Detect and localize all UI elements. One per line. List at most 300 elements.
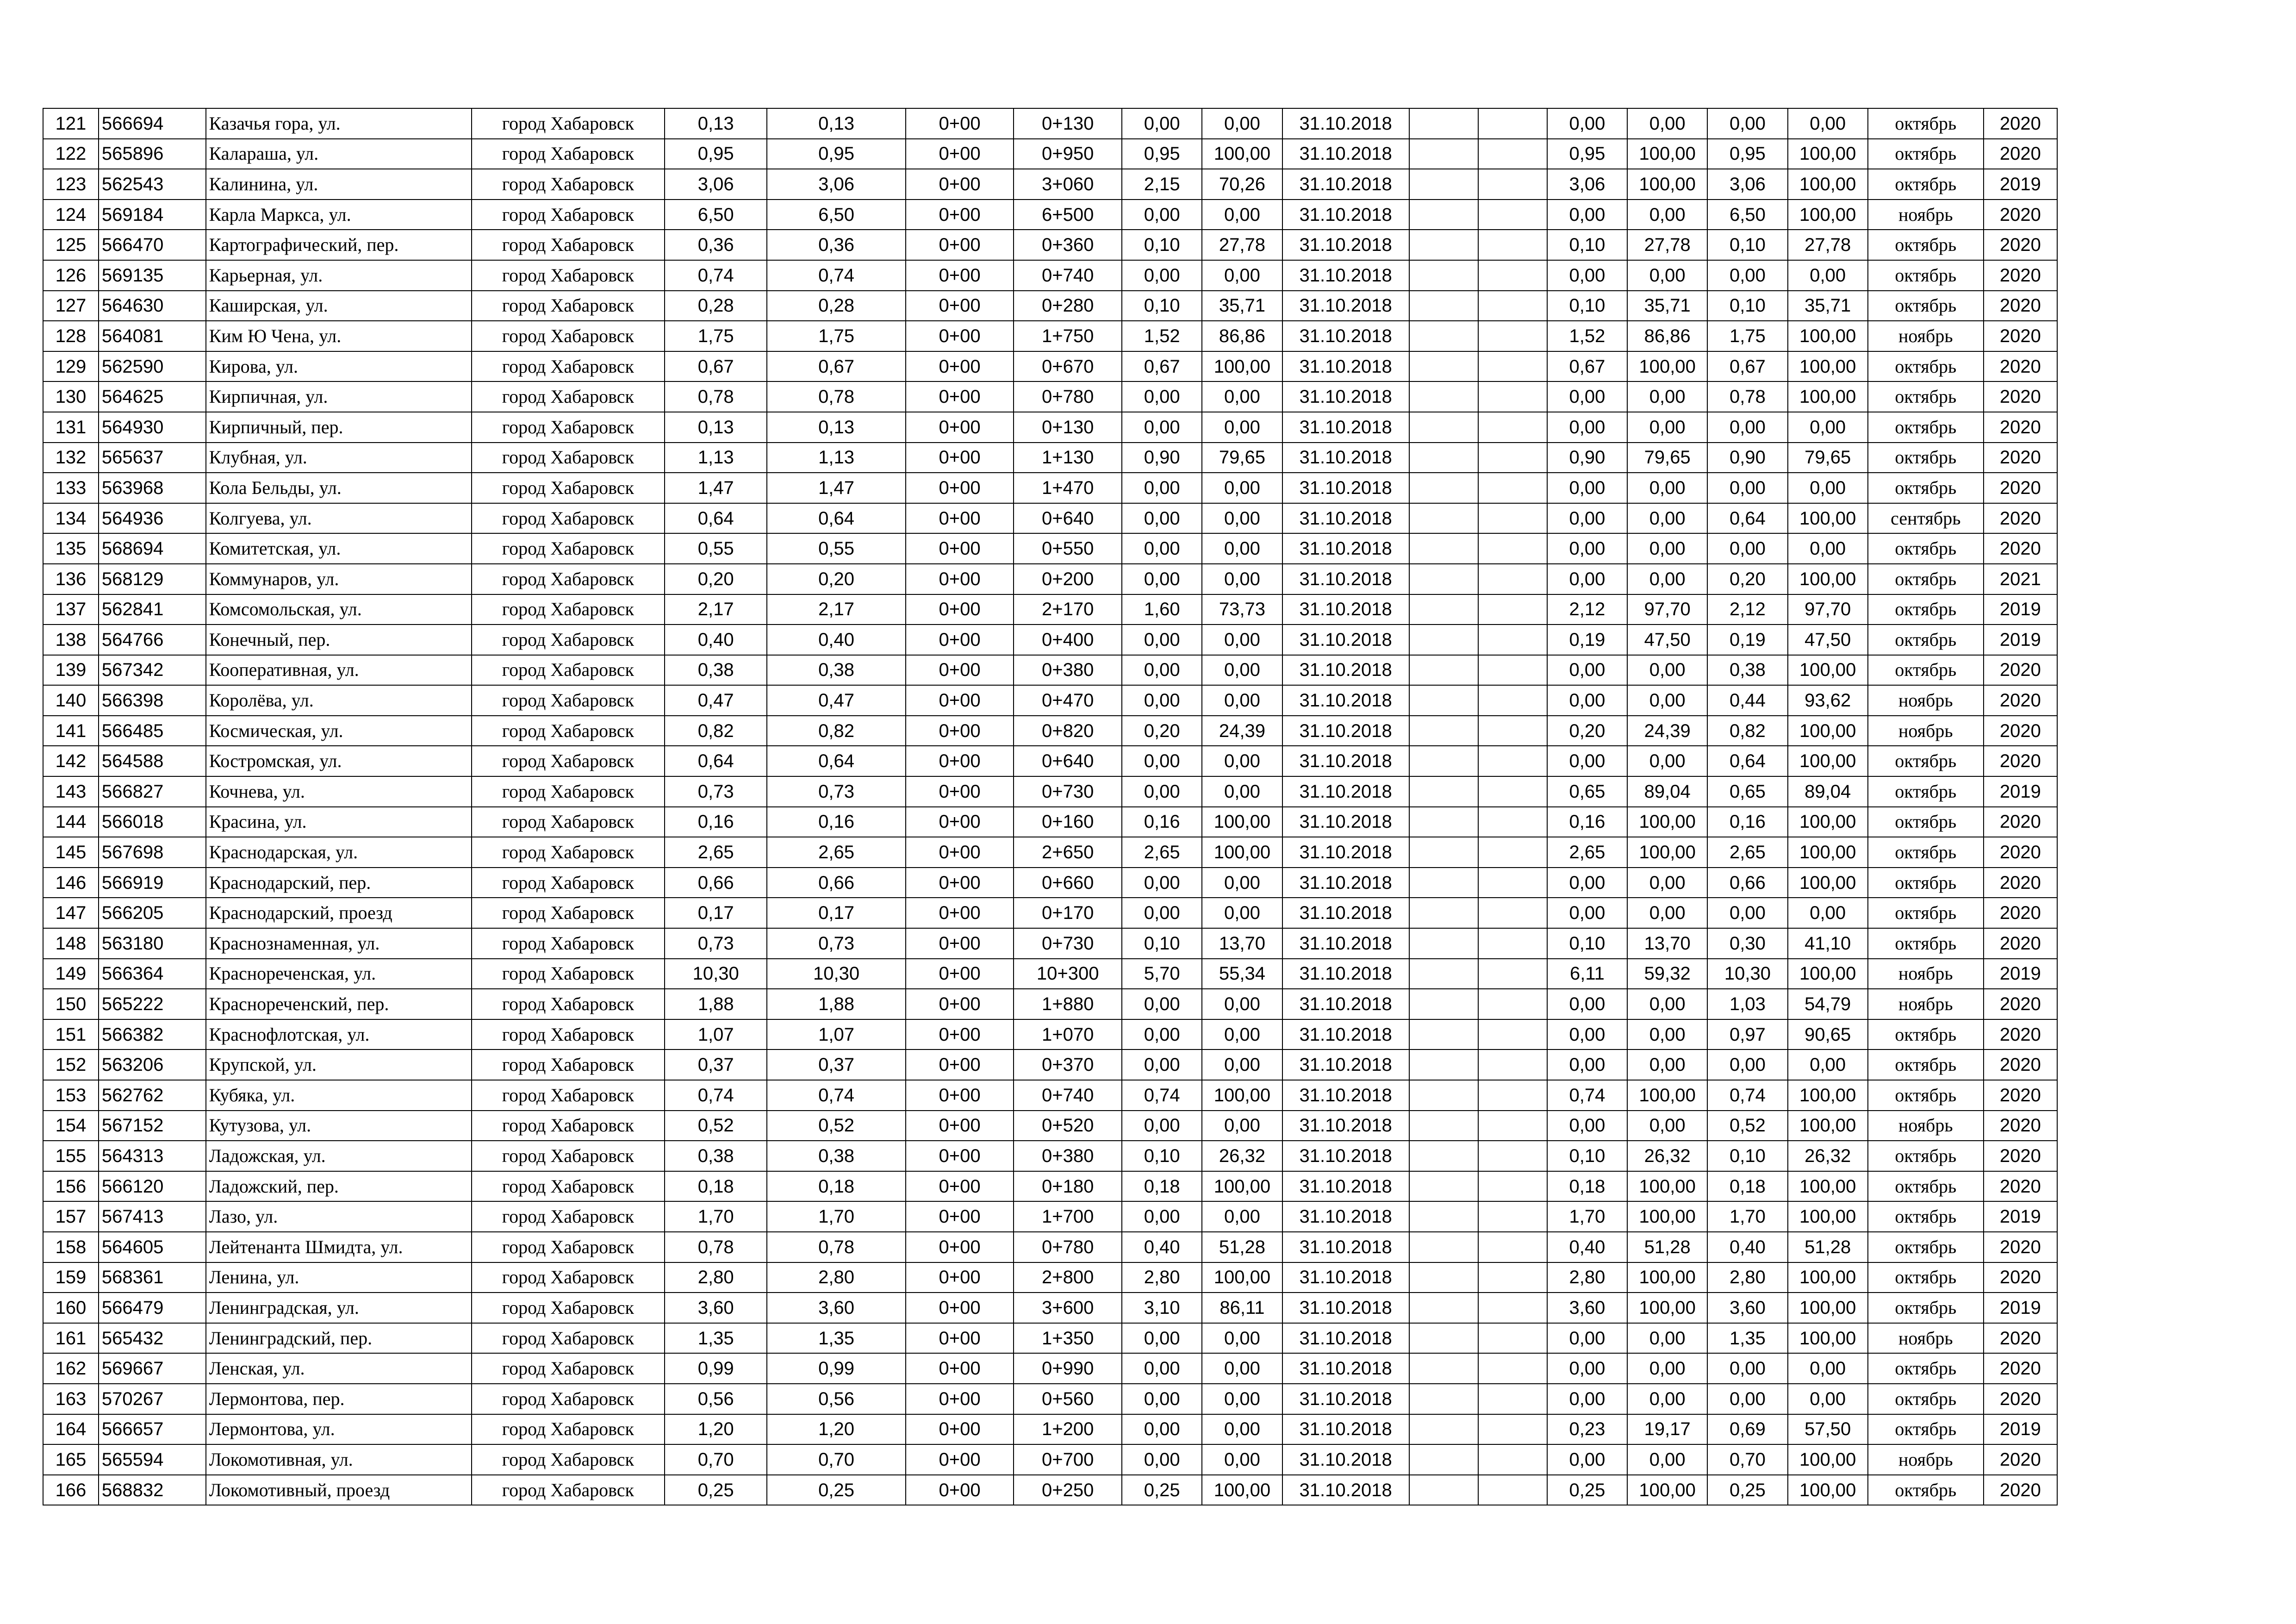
- cell-length-after: 0,00: [1547, 655, 1627, 686]
- cell-blank-a: [1409, 1444, 1478, 1475]
- cell-inspection-date: 31.10.2018: [1282, 412, 1409, 443]
- cell-blank-a: [1409, 291, 1478, 321]
- cell-street-name: Краснореченская, ул.: [206, 959, 472, 989]
- cell-percent-plan: 100,00: [1788, 1080, 1868, 1111]
- cell-start-km: 0+00: [906, 351, 1014, 382]
- cell-length-plan: 0,38: [1707, 655, 1787, 686]
- cell-length-total: 0,70: [665, 1444, 767, 1475]
- cell-row-number: 121: [43, 108, 99, 139]
- cell-percent-plan: 41,10: [1788, 928, 1868, 959]
- cell-inspection-date: 31.10.2018: [1282, 1141, 1409, 1171]
- roads-table: [43, 108, 2058, 1505]
- table-row: [43, 291, 2057, 321]
- cell-blank-a: [1409, 533, 1478, 564]
- cell-percent-plan: 100,00: [1788, 716, 1868, 746]
- cell-month: ноябрь: [1868, 1444, 1984, 1475]
- table-row: [43, 473, 2057, 503]
- cell-percent-after: 100,00: [1627, 1293, 1707, 1323]
- cell-start-km: 0+00: [906, 807, 1014, 837]
- cell-start-km: 0+00: [906, 291, 1014, 321]
- cell-blank-a: [1409, 230, 1478, 260]
- cell-street-name: Краснодарский, проезд: [206, 898, 472, 928]
- cell-month: октябрь: [1868, 1384, 1984, 1414]
- cell-road-id: 565637: [99, 443, 206, 473]
- cell-length-plan: 0,25: [1707, 1475, 1787, 1505]
- cell-year: 2019: [1984, 1414, 2057, 1445]
- table-row: [43, 746, 2057, 776]
- cell-year: 2020: [1984, 533, 2057, 564]
- cell-percent-plan: 100,00: [1788, 655, 1868, 686]
- cell-blank-a: [1409, 898, 1478, 928]
- cell-street-name: Карла Маркса, ул.: [206, 200, 472, 230]
- cell-percent-plan: 100,00: [1788, 1262, 1868, 1293]
- cell-blank-a: [1409, 989, 1478, 1019]
- cell-length-after: 3,60: [1547, 1293, 1627, 1323]
- cell-length-doc: 0,36: [767, 230, 905, 260]
- cell-year: 2021: [1984, 564, 2057, 594]
- cell-blank-b: [1478, 1171, 1547, 1202]
- cell-percent-plan: 0,00: [1788, 898, 1868, 928]
- cell-percent-plan: 100,00: [1788, 169, 1868, 200]
- cell-inspection-date: 31.10.2018: [1282, 837, 1409, 868]
- cell-length-total: 2,65: [665, 837, 767, 868]
- cell-inspection-date: 31.10.2018: [1282, 1353, 1409, 1384]
- cell-inspection-date: 31.10.2018: [1282, 1201, 1409, 1232]
- cell-start-km: 0+00: [906, 381, 1014, 412]
- cell-length-ok: 0,10: [1122, 230, 1202, 260]
- cell-year: 2019: [1984, 594, 2057, 625]
- cell-blank-a: [1409, 1232, 1478, 1262]
- table-row: [43, 685, 2057, 716]
- cell-month: октябрь: [1868, 139, 1984, 169]
- cell-row-number: 155: [43, 1141, 99, 1171]
- cell-percent-ok: 100,00: [1202, 807, 1282, 837]
- cell-length-ok: 0,18: [1122, 1171, 1202, 1202]
- cell-month: октябрь: [1868, 1293, 1984, 1323]
- cell-year: 2019: [1984, 625, 2057, 655]
- cell-length-ok: 0,00: [1122, 625, 1202, 655]
- cell-month: октябрь: [1868, 807, 1984, 837]
- cell-blank-b: [1478, 381, 1547, 412]
- cell-percent-ok: 0,00: [1202, 898, 1282, 928]
- cell-length-ok: 2,80: [1122, 1262, 1202, 1293]
- cell-month: октябрь: [1868, 1475, 1984, 1505]
- cell-percent-plan: 93,62: [1788, 685, 1868, 716]
- table-row: [43, 1323, 2057, 1354]
- cell-month: ноябрь: [1868, 685, 1984, 716]
- cell-start-km: 0+00: [906, 412, 1014, 443]
- cell-year: 2020: [1984, 989, 2057, 1019]
- cell-length-plan: 0,70: [1707, 1444, 1787, 1475]
- cell-inspection-date: 31.10.2018: [1282, 1475, 1409, 1505]
- cell-street-name: Краснодарская, ул.: [206, 837, 472, 868]
- cell-percent-after: 79,65: [1627, 443, 1707, 473]
- table-row: [43, 412, 2057, 443]
- cell-length-total: 0,99: [665, 1353, 767, 1384]
- cell-length-ok: 0,00: [1122, 776, 1202, 807]
- cell-percent-plan: 100,00: [1788, 351, 1868, 382]
- cell-row-number: 150: [43, 989, 99, 1019]
- cell-length-ok: 0,00: [1122, 381, 1202, 412]
- cell-length-total: 1,88: [665, 989, 767, 1019]
- cell-start-km: 0+00: [906, 321, 1014, 351]
- cell-end-km: 0+370: [1014, 1049, 1122, 1080]
- table-row: [43, 1384, 2057, 1414]
- cell-length-doc: 2,65: [767, 837, 905, 868]
- cell-end-km: 0+280: [1014, 291, 1122, 321]
- cell-start-km: 0+00: [906, 1323, 1014, 1354]
- cell-percent-plan: 47,50: [1788, 625, 1868, 655]
- cell-end-km: 1+130: [1014, 443, 1122, 473]
- table-row: [43, 776, 2057, 807]
- cell-percent-ok: 0,00: [1202, 776, 1282, 807]
- cell-blank-a: [1409, 1384, 1478, 1414]
- cell-start-km: 0+00: [906, 139, 1014, 169]
- cell-road-id: 567152: [99, 1111, 206, 1141]
- cell-end-km: 0+700: [1014, 1444, 1122, 1475]
- cell-length-plan: 0,52: [1707, 1111, 1787, 1141]
- cell-blank-a: [1409, 1475, 1478, 1505]
- cell-percent-plan: 100,00: [1788, 503, 1868, 534]
- cell-year: 2020: [1984, 837, 2057, 868]
- table-row: [43, 108, 2057, 139]
- cell-road-id: 566657: [99, 1414, 206, 1445]
- cell-length-plan: 0,00: [1707, 473, 1787, 503]
- cell-city: город Хабаровск: [472, 685, 665, 716]
- cell-end-km: 2+650: [1014, 837, 1122, 868]
- cell-length-plan: 0,00: [1707, 412, 1787, 443]
- cell-year: 2020: [1984, 716, 2057, 746]
- cell-blank-b: [1478, 139, 1547, 169]
- cell-length-doc: 0,78: [767, 381, 905, 412]
- cell-blank-a: [1409, 443, 1478, 473]
- cell-road-id: 566827: [99, 776, 206, 807]
- cell-percent-ok: 0,00: [1202, 564, 1282, 594]
- cell-percent-after: 0,00: [1627, 260, 1707, 291]
- cell-blank-a: [1409, 169, 1478, 200]
- cell-blank-b: [1478, 291, 1547, 321]
- cell-length-doc: 1,07: [767, 1019, 905, 1050]
- cell-blank-a: [1409, 1171, 1478, 1202]
- cell-percent-ok: 35,71: [1202, 291, 1282, 321]
- cell-city: город Хабаровск: [472, 807, 665, 837]
- cell-blank-a: [1409, 807, 1478, 837]
- cell-street-name: Карьерная, ул.: [206, 260, 472, 291]
- cell-month: октябрь: [1868, 625, 1984, 655]
- cell-street-name: Ладожская, ул.: [206, 1141, 472, 1171]
- cell-length-after: 0,00: [1547, 1323, 1627, 1354]
- cell-length-ok: 0,95: [1122, 139, 1202, 169]
- cell-street-name: Кирова, ул.: [206, 351, 472, 382]
- cell-length-doc: 1,13: [767, 443, 905, 473]
- table-row: [43, 1201, 2057, 1232]
- cell-row-number: 165: [43, 1444, 99, 1475]
- cell-percent-after: 0,00: [1627, 746, 1707, 776]
- cell-blank-a: [1409, 625, 1478, 655]
- cell-length-total: 6,50: [665, 200, 767, 230]
- cell-start-km: 0+00: [906, 1414, 1014, 1445]
- cell-city: город Хабаровск: [472, 503, 665, 534]
- cell-blank-b: [1478, 1353, 1547, 1384]
- cell-month: ноябрь: [1868, 1111, 1984, 1141]
- cell-start-km: 0+00: [906, 655, 1014, 686]
- cell-month: ноябрь: [1868, 1323, 1984, 1354]
- cell-length-doc: 0,82: [767, 716, 905, 746]
- cell-length-total: 1,13: [665, 443, 767, 473]
- cell-blank-a: [1409, 200, 1478, 230]
- cell-length-plan: 0,64: [1707, 746, 1787, 776]
- cell-blank-b: [1478, 1475, 1547, 1505]
- cell-row-number: 123: [43, 169, 99, 200]
- cell-blank-a: [1409, 1414, 1478, 1445]
- cell-row-number: 146: [43, 868, 99, 898]
- cell-city: город Хабаровск: [472, 321, 665, 351]
- cell-row-number: 152: [43, 1049, 99, 1080]
- cell-percent-after: 0,00: [1627, 1353, 1707, 1384]
- cell-street-name: Кирпичная, ул.: [206, 381, 472, 412]
- cell-length-ok: 0,00: [1122, 200, 1202, 230]
- cell-street-name: Кутузова, ул.: [206, 1111, 472, 1141]
- cell-year: 2020: [1984, 1353, 2057, 1384]
- cell-length-ok: 0,10: [1122, 1141, 1202, 1171]
- cell-road-id: 564313: [99, 1141, 206, 1171]
- cell-blank-a: [1409, 412, 1478, 443]
- cell-length-ok: 0,00: [1122, 108, 1202, 139]
- cell-row-number: 124: [43, 200, 99, 230]
- cell-length-doc: 0,17: [767, 898, 905, 928]
- cell-inspection-date: 31.10.2018: [1282, 1111, 1409, 1141]
- cell-percent-plan: 0,00: [1788, 1049, 1868, 1080]
- cell-length-total: 0,52: [665, 1111, 767, 1141]
- cell-city: город Хабаровск: [472, 1414, 665, 1445]
- cell-street-name: Космическая, ул.: [206, 716, 472, 746]
- cell-year: 2020: [1984, 1475, 2057, 1505]
- cell-street-name: Королёва, ул.: [206, 685, 472, 716]
- cell-city: город Хабаровск: [472, 625, 665, 655]
- cell-length-after: 0,00: [1547, 1384, 1627, 1414]
- cell-blank-a: [1409, 321, 1478, 351]
- cell-blank-a: [1409, 776, 1478, 807]
- cell-month: октябрь: [1868, 260, 1984, 291]
- cell-row-number: 139: [43, 655, 99, 686]
- cell-percent-plan: 100,00: [1788, 139, 1868, 169]
- cell-length-after: 1,70: [1547, 1201, 1627, 1232]
- cell-percent-ok: 0,00: [1202, 108, 1282, 139]
- cell-blank-a: [1409, 837, 1478, 868]
- cell-row-number: 129: [43, 351, 99, 382]
- cell-road-id: 566919: [99, 868, 206, 898]
- cell-start-km: 0+00: [906, 230, 1014, 260]
- cell-percent-after: 0,00: [1627, 473, 1707, 503]
- cell-inspection-date: 31.10.2018: [1282, 1384, 1409, 1414]
- cell-blank-b: [1478, 200, 1547, 230]
- cell-row-number: 156: [43, 1171, 99, 1202]
- cell-row-number: 151: [43, 1019, 99, 1050]
- table-row: [43, 1111, 2057, 1141]
- cell-row-number: 138: [43, 625, 99, 655]
- cell-start-km: 0+00: [906, 898, 1014, 928]
- cell-start-km: 0+00: [906, 1111, 1014, 1141]
- cell-percent-after: 13,70: [1627, 928, 1707, 959]
- cell-year: 2020: [1984, 443, 2057, 473]
- cell-blank-b: [1478, 564, 1547, 594]
- cell-length-plan: 0,97: [1707, 1019, 1787, 1050]
- cell-percent-plan: 27,78: [1788, 230, 1868, 260]
- cell-end-km: 0+670: [1014, 351, 1122, 382]
- cell-month: ноябрь: [1868, 716, 1984, 746]
- cell-blank-b: [1478, 1414, 1547, 1445]
- cell-year: 2020: [1984, 1444, 2057, 1475]
- cell-row-number: 142: [43, 746, 99, 776]
- cell-percent-ok: 100,00: [1202, 1080, 1282, 1111]
- cell-street-name: Калараша, ул.: [206, 139, 472, 169]
- cell-start-km: 0+00: [906, 200, 1014, 230]
- cell-length-after: 0,20: [1547, 716, 1627, 746]
- cell-percent-plan: 51,28: [1788, 1232, 1868, 1262]
- cell-percent-ok: 0,00: [1202, 533, 1282, 564]
- cell-length-after: 0,67: [1547, 351, 1627, 382]
- cell-length-total: 0,73: [665, 776, 767, 807]
- cell-length-doc: 1,35: [767, 1323, 905, 1354]
- cell-row-number: 145: [43, 837, 99, 868]
- cell-blank-a: [1409, 655, 1478, 686]
- cell-blank-a: [1409, 1262, 1478, 1293]
- cell-street-name: Ленинградский, пер.: [206, 1323, 472, 1354]
- cell-length-doc: 3,60: [767, 1293, 905, 1323]
- table-row: [43, 1141, 2057, 1171]
- cell-percent-ok: 0,00: [1202, 655, 1282, 686]
- cell-start-km: 0+00: [906, 716, 1014, 746]
- cell-length-plan: 0,30: [1707, 928, 1787, 959]
- cell-blank-b: [1478, 1444, 1547, 1475]
- cell-blank-b: [1478, 1232, 1547, 1262]
- cell-length-ok: 0,00: [1122, 1201, 1202, 1232]
- cell-inspection-date: 31.10.2018: [1282, 928, 1409, 959]
- cell-blank-b: [1478, 351, 1547, 382]
- cell-length-total: 1,47: [665, 473, 767, 503]
- cell-row-number: 137: [43, 594, 99, 625]
- cell-length-ok: 0,10: [1122, 291, 1202, 321]
- cell-month: октябрь: [1868, 351, 1984, 382]
- cell-length-after: 0,00: [1547, 746, 1627, 776]
- cell-percent-ok: 0,00: [1202, 1019, 1282, 1050]
- cell-percent-plan: 54,79: [1788, 989, 1868, 1019]
- cell-length-ok: 0,00: [1122, 746, 1202, 776]
- cell-length-doc: 0,56: [767, 1384, 905, 1414]
- cell-length-total: 0,13: [665, 412, 767, 443]
- cell-street-name: Краснознаменная, ул.: [206, 928, 472, 959]
- cell-year: 2020: [1984, 807, 2057, 837]
- cell-end-km: 0+130: [1014, 412, 1122, 443]
- cell-length-doc: 0,55: [767, 533, 905, 564]
- cell-street-name: Красина, ул.: [206, 807, 472, 837]
- cell-city: город Хабаровск: [472, 169, 665, 200]
- cell-end-km: 0+520: [1014, 1111, 1122, 1141]
- cell-year: 2020: [1984, 108, 2057, 139]
- cell-length-after: 0,25: [1547, 1475, 1627, 1505]
- table-row: [43, 230, 2057, 260]
- table-row: [43, 1444, 2057, 1475]
- cell-blank-a: [1409, 746, 1478, 776]
- cell-street-name: Краснофлотская, ул.: [206, 1019, 472, 1050]
- cell-length-total: 0,74: [665, 1080, 767, 1111]
- cell-start-km: 0+00: [906, 928, 1014, 959]
- cell-percent-ok: 0,00: [1202, 1201, 1282, 1232]
- cell-inspection-date: 31.10.2018: [1282, 139, 1409, 169]
- table-row: [43, 655, 2057, 686]
- cell-road-id: 567698: [99, 837, 206, 868]
- cell-year: 2020: [1984, 473, 2057, 503]
- cell-year: 2020: [1984, 746, 2057, 776]
- cell-inspection-date: 31.10.2018: [1282, 685, 1409, 716]
- table-row: [43, 1414, 2057, 1445]
- cell-road-id: 568361: [99, 1262, 206, 1293]
- cell-percent-plan: 0,00: [1788, 533, 1868, 564]
- cell-street-name: Лазо, ул.: [206, 1201, 472, 1232]
- cell-length-total: 1,07: [665, 1019, 767, 1050]
- cell-blank-a: [1409, 351, 1478, 382]
- cell-row-number: 136: [43, 564, 99, 594]
- cell-road-id: 565896: [99, 139, 206, 169]
- cell-inspection-date: 31.10.2018: [1282, 1019, 1409, 1050]
- cell-row-number: 157: [43, 1201, 99, 1232]
- cell-percent-after: 97,70: [1627, 594, 1707, 625]
- cell-length-ok: 0,00: [1122, 1414, 1202, 1445]
- cell-percent-plan: 100,00: [1788, 1111, 1868, 1141]
- cell-length-total: 0,13: [665, 108, 767, 139]
- cell-length-plan: 1,03: [1707, 989, 1787, 1019]
- cell-length-doc: 0,47: [767, 685, 905, 716]
- cell-year: 2019: [1984, 169, 2057, 200]
- cell-length-after: 0,00: [1547, 412, 1627, 443]
- table-row: [43, 321, 2057, 351]
- cell-year: 2019: [1984, 776, 2057, 807]
- cell-percent-ok: 79,65: [1202, 443, 1282, 473]
- cell-length-total: 0,20: [665, 564, 767, 594]
- cell-length-doc: 0,25: [767, 1475, 905, 1505]
- cell-inspection-date: 31.10.2018: [1282, 1171, 1409, 1202]
- cell-city: город Хабаровск: [472, 533, 665, 564]
- cell-blank-b: [1478, 685, 1547, 716]
- table-row: [43, 1232, 2057, 1262]
- cell-city: город Хабаровск: [472, 443, 665, 473]
- cell-city: город Хабаровск: [472, 291, 665, 321]
- cell-percent-plan: 100,00: [1788, 381, 1868, 412]
- cell-month: октябрь: [1868, 381, 1984, 412]
- cell-street-name: Ленинградская, ул.: [206, 1293, 472, 1323]
- cell-city: город Хабаровск: [472, 564, 665, 594]
- cell-street-name: Крупской, ул.: [206, 1049, 472, 1080]
- cell-percent-after: 0,00: [1627, 685, 1707, 716]
- cell-length-doc: 0,64: [767, 746, 905, 776]
- table-row: [43, 1080, 2057, 1111]
- cell-length-total: 0,47: [665, 685, 767, 716]
- cell-percent-ok: 100,00: [1202, 139, 1282, 169]
- cell-length-doc: 3,06: [767, 169, 905, 200]
- cell-length-ok: 0,00: [1122, 1049, 1202, 1080]
- cell-month: октябрь: [1868, 291, 1984, 321]
- cell-row-number: 144: [43, 807, 99, 837]
- cell-percent-ok: 55,34: [1202, 959, 1282, 989]
- cell-length-doc: 0,13: [767, 108, 905, 139]
- cell-month: ноябрь: [1868, 959, 1984, 989]
- cell-street-name: Казачья гора, ул.: [206, 108, 472, 139]
- cell-blank-b: [1478, 989, 1547, 1019]
- cell-row-number: 140: [43, 685, 99, 716]
- cell-blank-b: [1478, 625, 1547, 655]
- cell-percent-plan: 100,00: [1788, 807, 1868, 837]
- cell-month: октябрь: [1868, 928, 1984, 959]
